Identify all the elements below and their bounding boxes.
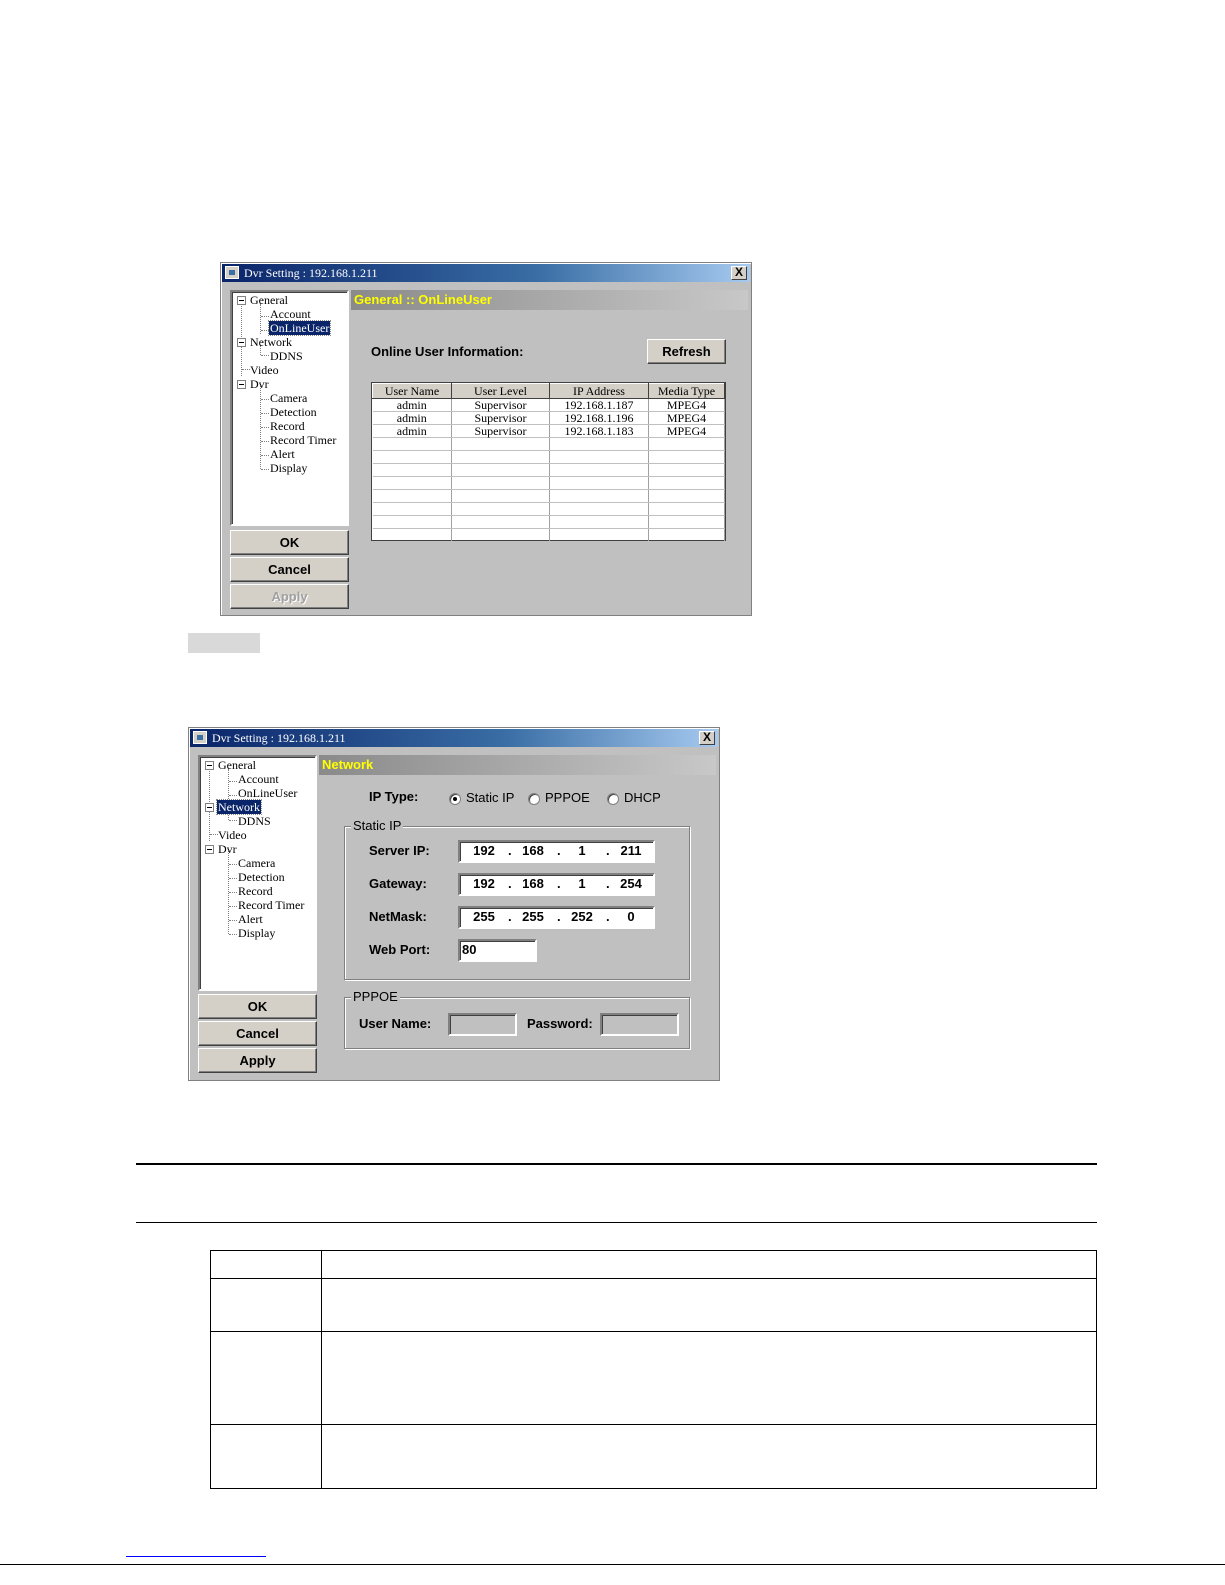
tree-item-camera[interactable]: Camera xyxy=(270,391,308,405)
table-header-row xyxy=(373,384,725,399)
web-port-field[interactable] xyxy=(458,939,537,962)
cell-media-type: MPEG4 xyxy=(649,425,725,438)
column-header[interactable]: User Level xyxy=(452,384,550,399)
gateway-field[interactable]: 192 . 168 . 1 . 254 xyxy=(458,873,655,896)
section-rule-bottom xyxy=(136,1222,1097,1223)
column-header[interactable]: Media Type xyxy=(649,384,725,399)
tree-item-video[interactable]: Video xyxy=(218,828,247,842)
dhcp-option-label[interactable]: DHCP xyxy=(624,790,661,805)
table-row-empty xyxy=(373,451,725,464)
pppoe-radio[interactable] xyxy=(528,793,540,805)
cell-ip-address: 192.168.1.183 xyxy=(550,425,649,438)
tree-item-ddns[interactable]: DDNS xyxy=(270,349,303,363)
tree-item-record[interactable]: Record xyxy=(238,884,273,898)
table-row[interactable] xyxy=(373,425,725,438)
netmask-label: NetMask: xyxy=(369,909,427,924)
table-row[interactable] xyxy=(373,399,725,412)
tree-item-general[interactable]: General xyxy=(218,758,256,772)
title-bar[interactable] xyxy=(190,729,718,747)
pppoe-group xyxy=(344,989,690,1049)
cell-user-level: Supervisor xyxy=(452,412,550,425)
tree-item-account[interactable]: Account xyxy=(270,307,311,321)
dialog-online-user xyxy=(220,262,752,616)
tree-item-display[interactable]: Display xyxy=(270,461,308,475)
netmask-field[interactable]: 255 . 255 . 252 . 0 xyxy=(458,906,655,929)
description-table xyxy=(210,1250,1097,1489)
panel-header: General :: OnLineUser xyxy=(351,290,748,310)
app-icon xyxy=(193,731,207,744)
collapse-icon[interactable] xyxy=(237,380,246,389)
table-row xyxy=(211,1279,1097,1332)
cell-user-level: Supervisor xyxy=(452,399,550,412)
table-row-empty xyxy=(373,516,725,529)
table-row-empty xyxy=(373,438,725,451)
table-row-empty xyxy=(373,490,725,503)
table-row xyxy=(211,1251,1097,1279)
cell-media-type: MPEG4 xyxy=(649,399,725,412)
footer-link-underline[interactable] xyxy=(126,1556,266,1557)
window-title: Dvr Setting : 192.168.1.211 xyxy=(212,731,346,745)
collapse-icon[interactable] xyxy=(205,761,214,770)
tree-item-detection[interactable]: Detection xyxy=(270,405,317,419)
settings-tree[interactable] xyxy=(198,755,317,991)
window-title: Dvr Setting : 192.168.1.211 xyxy=(244,266,378,280)
tree-item-record-timer[interactable]: Record Timer xyxy=(270,433,337,447)
server-ip-label: Server IP: xyxy=(369,843,430,858)
static-ip-option-label[interactable]: Static IP xyxy=(466,790,515,805)
online-user-info-label: Online User Information: xyxy=(371,344,524,359)
table-row-empty xyxy=(373,529,725,542)
column-header[interactable]: User Name xyxy=(373,384,452,399)
tree-item-alert[interactable]: Alert xyxy=(270,447,295,461)
cancel-button[interactable]: Cancel xyxy=(230,557,349,582)
static-ip-group xyxy=(344,818,690,980)
collapse-icon[interactable] xyxy=(205,803,214,812)
tree-item-record[interactable]: Record xyxy=(270,419,305,433)
web-port-label: Web Port: xyxy=(369,942,431,957)
web-port-value: 80 xyxy=(462,942,477,957)
cell-ip-address: 192.168.1.196 xyxy=(550,412,649,425)
table-row xyxy=(211,1332,1097,1425)
refresh-button[interactable]: Refresh xyxy=(647,339,726,364)
tree-item-network[interactable]: Network xyxy=(250,335,292,349)
tree-item-display[interactable]: Display xyxy=(238,926,276,940)
ok-button[interactable]: OK xyxy=(230,530,349,555)
apply-button[interactable]: Apply xyxy=(198,1048,317,1073)
tree-item-ddns[interactable]: DDNS xyxy=(238,814,271,828)
pppoe-password-field[interactable] xyxy=(600,1013,679,1036)
pppoe-legend: PPPOE xyxy=(353,989,398,1004)
tree-item-network[interactable]: Network xyxy=(218,800,260,814)
collapse-icon[interactable] xyxy=(237,296,246,305)
apply-button[interactable]: Apply xyxy=(230,584,349,609)
ok-button[interactable]: OK xyxy=(198,994,317,1019)
tree-item-onlineuser[interactable]: OnLineUser xyxy=(270,321,330,335)
panel-header: Network xyxy=(319,755,716,775)
static-ip-legend: Static IP xyxy=(353,818,402,833)
cell-ip-address: 192.168.1.187 xyxy=(550,399,649,412)
tree-item-video[interactable]: Video xyxy=(250,363,279,377)
dialog-network xyxy=(188,727,720,1081)
pppoe-user-name-label: User Name: xyxy=(359,1016,432,1031)
table-row[interactable] xyxy=(373,412,725,425)
pppoe-option-label[interactable]: PPPOE xyxy=(545,790,590,805)
pppoe-password-label: Password: xyxy=(527,1016,593,1031)
cancel-button[interactable]: Cancel xyxy=(198,1021,317,1046)
tree-item-account[interactable]: Account xyxy=(238,772,279,786)
column-header[interactable]: IP Address xyxy=(550,384,649,399)
cell-media-type: MPEG4 xyxy=(649,412,725,425)
close-icon[interactable]: X xyxy=(699,731,715,745)
section-rule-top xyxy=(136,1163,1097,1165)
table-row-empty xyxy=(373,464,725,477)
static-ip-radio[interactable] xyxy=(449,793,461,805)
tree-item-alert[interactable]: Alert xyxy=(238,912,263,926)
tree-item-dvr[interactable]: Dvr xyxy=(218,842,237,856)
collapse-icon[interactable] xyxy=(237,338,246,347)
online-user-table[interactable] xyxy=(371,382,726,541)
collapse-icon[interactable] xyxy=(205,845,214,854)
app-icon xyxy=(225,266,239,279)
tree-item-general[interactable]: General xyxy=(250,293,288,307)
cell-user-level: Supervisor xyxy=(452,425,550,438)
gateway-label: Gateway: xyxy=(369,876,427,891)
table-row-empty xyxy=(373,477,725,490)
tree-item-camera[interactable]: Camera xyxy=(238,856,276,870)
pppoe-user-name-field[interactable] xyxy=(448,1013,517,1036)
cell-user-name: admin xyxy=(373,425,452,438)
gray-highlight-block xyxy=(188,633,260,653)
footer-rule xyxy=(0,1564,1225,1565)
close-icon[interactable]: X xyxy=(731,266,747,280)
tree-item-record-timer[interactable]: Record Timer xyxy=(238,898,305,912)
dhcp-radio[interactable] xyxy=(607,793,619,805)
cell-user-name: admin xyxy=(373,399,452,412)
cell-user-name: admin xyxy=(373,412,452,425)
tree-item-detection[interactable]: Detection xyxy=(238,870,285,884)
title-bar[interactable] xyxy=(222,264,750,282)
settings-tree[interactable] xyxy=(230,290,349,526)
tree-item-onlineuser[interactable]: OnLineUser xyxy=(238,786,298,800)
ip-type-label: IP Type: xyxy=(369,789,419,804)
tree-item-dvr[interactable]: Dvr xyxy=(250,377,269,391)
table-row-empty xyxy=(373,503,725,516)
table-row xyxy=(211,1425,1097,1489)
server-ip-field[interactable]: 192 . 168 . 1 . 211 xyxy=(458,840,655,863)
